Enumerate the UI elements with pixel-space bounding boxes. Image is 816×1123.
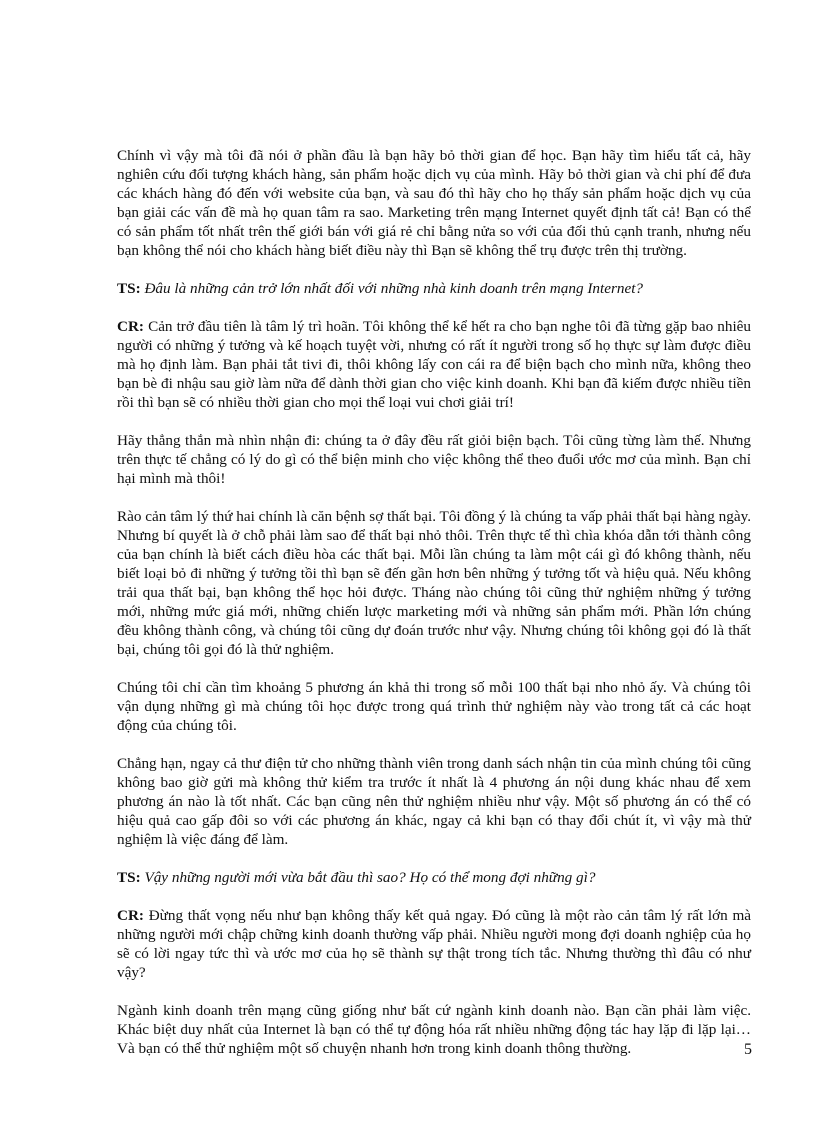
paragraph-online-business: Ngành kinh doanh trên mạng cũng giống như bất cứ ngành kinh doanh nào. Bạn cần phải làm việc. Khác biệt duy nhất của Internet là bạn có thể tự động hóa rất nhiều những động tác hay lặp đi lặp lại… Và bạn có thể thử nghiệm một số chuyện nhanh hơn trong kinh doanh thông thường. [117, 1002, 751, 1057]
respondent-label: CR: [117, 907, 144, 924]
paragraph-five-options: Chúng tôi chỉ cần tìm khoảng 5 phương án khả thi trong số mỗi 100 thất bại nho nhỏ ấy. Và chúng tôi vận dụng những gì mà chúng tôi học được trong quá trình thử nghiệm này vào trong tất cả các hoạt động của chúng tôi. [117, 679, 751, 734]
interviewer-label: TS: [117, 280, 141, 297]
answer-2-text: Đừng thất vọng nếu như bạn không thấy kết quả ngay. Đó cũng là một rào cản tâm lý rất lớn mà những người mới chập chững kinh doanh thường vấp phải. Nhiều người mong đợi doanh nghiệp của họ sẽ có lời ngay tức thì và ước mơ của họ sẽ thành sự thật trong tích tắc. Nhưng thường thì đâu có như vậy? [117, 907, 751, 981]
answer-1-text: Cản trở đầu tiên là tâm lý trì hoãn. Tôi không thể kể hết ra cho bạn nghe tôi đã từng gặp bao nhiêu người có những ý tưởng và kế hoạch tuyệt vời, nhưng có rất ít người trong số họ thực sự làm được điều mà họ định làm. Bạn phải tắt tivi đi, thôi không lấy con cái ra để biện bạch cho mình nữa, không theo bạn bè đi nhậu sau giờ làm nữa để dành thời gian cho việc kinh doanh. Khi bạn đã kiếm được nhiều tiền rồi thì bạn sẽ có nhiều thời gian cho mọi thể loại vui chơi giải trí! [117, 318, 752, 411]
paragraph-intro: Chính vì vậy mà tôi đã nói ở phần đầu là bạn hãy bỏ thời gian để học. Bạn hãy tìm hiểu tất cả, hãy nghiên cứu đối tượng khách hàng, sản phẩm hoặc dịch vụ của mình. Hãy bỏ thời gian và chi phí để đưa các khách hàng đó đến với website của bạn, và sau đó thì hãy cho họ thấy sản phẩm hoặc dịch vụ của bạn giải các vấn đề mà họ quan tâm ra sao. Marketing trên mạng Internet quyết định tất cả! Bạn có thể có sản phẩm tốt nhất trên thế giới bán với giá rẻ chỉ bằng nửa so với của đối thủ cạnh tranh, nhưng nếu bạn không thể nói cho khách hàng biết điều này thì Bạn sẽ không thể trụ được trên thị trường. [117, 147, 751, 259]
paragraph-email-testing: Chẳng hạn, ngay cả thư điện tử cho những thành viên trong danh sách nhận tin của mình chúng tôi cũng không bao giờ gửi mà không thử kiểm tra trước ít nhất là 4 phương án nội dung khác nhau để xem phương án nào là tốt nhất. Các bạn cũng nên thử nghiệm nhiều như vậy. Một số phương án có thể có hiệu quả cao gấp đôi so với các phương án khác, ngay cả khi bạn có thay đổi chút ít, vì vậy mà thử nghiệm là việc đáng để làm. [117, 755, 751, 848]
paragraph-fear-of-failure: Rào cản tâm lý thứ hai chính là căn bệnh sợ thất bại. Tôi đồng ý là chúng ta vấp phải thất bại hàng ngày. Nhưng bí quyết là ở chỗ phải làm sao để thất bại nhỏ thôi. Trên thực tế thì chìa khóa dẫn tới thành công của bạn chính là biết cách điều hòa các thất bại. Mỗi lần chúng ta làm một cái gì đó không thành, nếu biết loại bỏ đi những ý tưởng tồi thì bạn sẽ đến gần hơn bên những ý tưởng tốt và hiệu quả. Nếu không trải qua thất bại, bạn không thể học hỏi được. Tháng nào chúng tôi cũng thử nghiệm những ý tưởng mới, những mức giá mới, những chiến lược marketing mới và những sản phẩm mới. Phần lớn chúng đều không thành công, và chúng tôi cũng dự đoán trước như vậy. Nhưng chúng tôi không gọi đó là thất bại, chúng tôi gọi đó là thử nghiệm. [117, 508, 751, 658]
interviewer-label: TS: [117, 869, 141, 886]
respondent-label: CR: [117, 318, 144, 335]
page-number: 5 [744, 1041, 752, 1058]
question-1 [117, 279, 751, 298]
question-1-text: Đâu là những cản trở lớn nhất đối với những nhà kinh doanh trên mạng Internet? [144, 280, 644, 297]
question-2-text: Vậy những người mới vừa bắt đầu thì sao? Họ có thể mong đợi những gì? [144, 869, 596, 886]
question-2 [117, 868, 751, 887]
paragraph-excuses: Hãy thẳng thắn mà nhìn nhận đi: chúng ta ở đây đều rất giỏi biện bạch. Tôi cũng từng làm thế. Nhưng trên thực tế chẳng có lý do gì có thể biện minh cho việc không thể theo đuổi ước mơ của mình. Bạn chỉ hại mình mà thôi! [117, 432, 751, 487]
answer-1 [117, 317, 751, 412]
answer-2 [117, 906, 751, 982]
document-body [117, 146, 751, 1077]
